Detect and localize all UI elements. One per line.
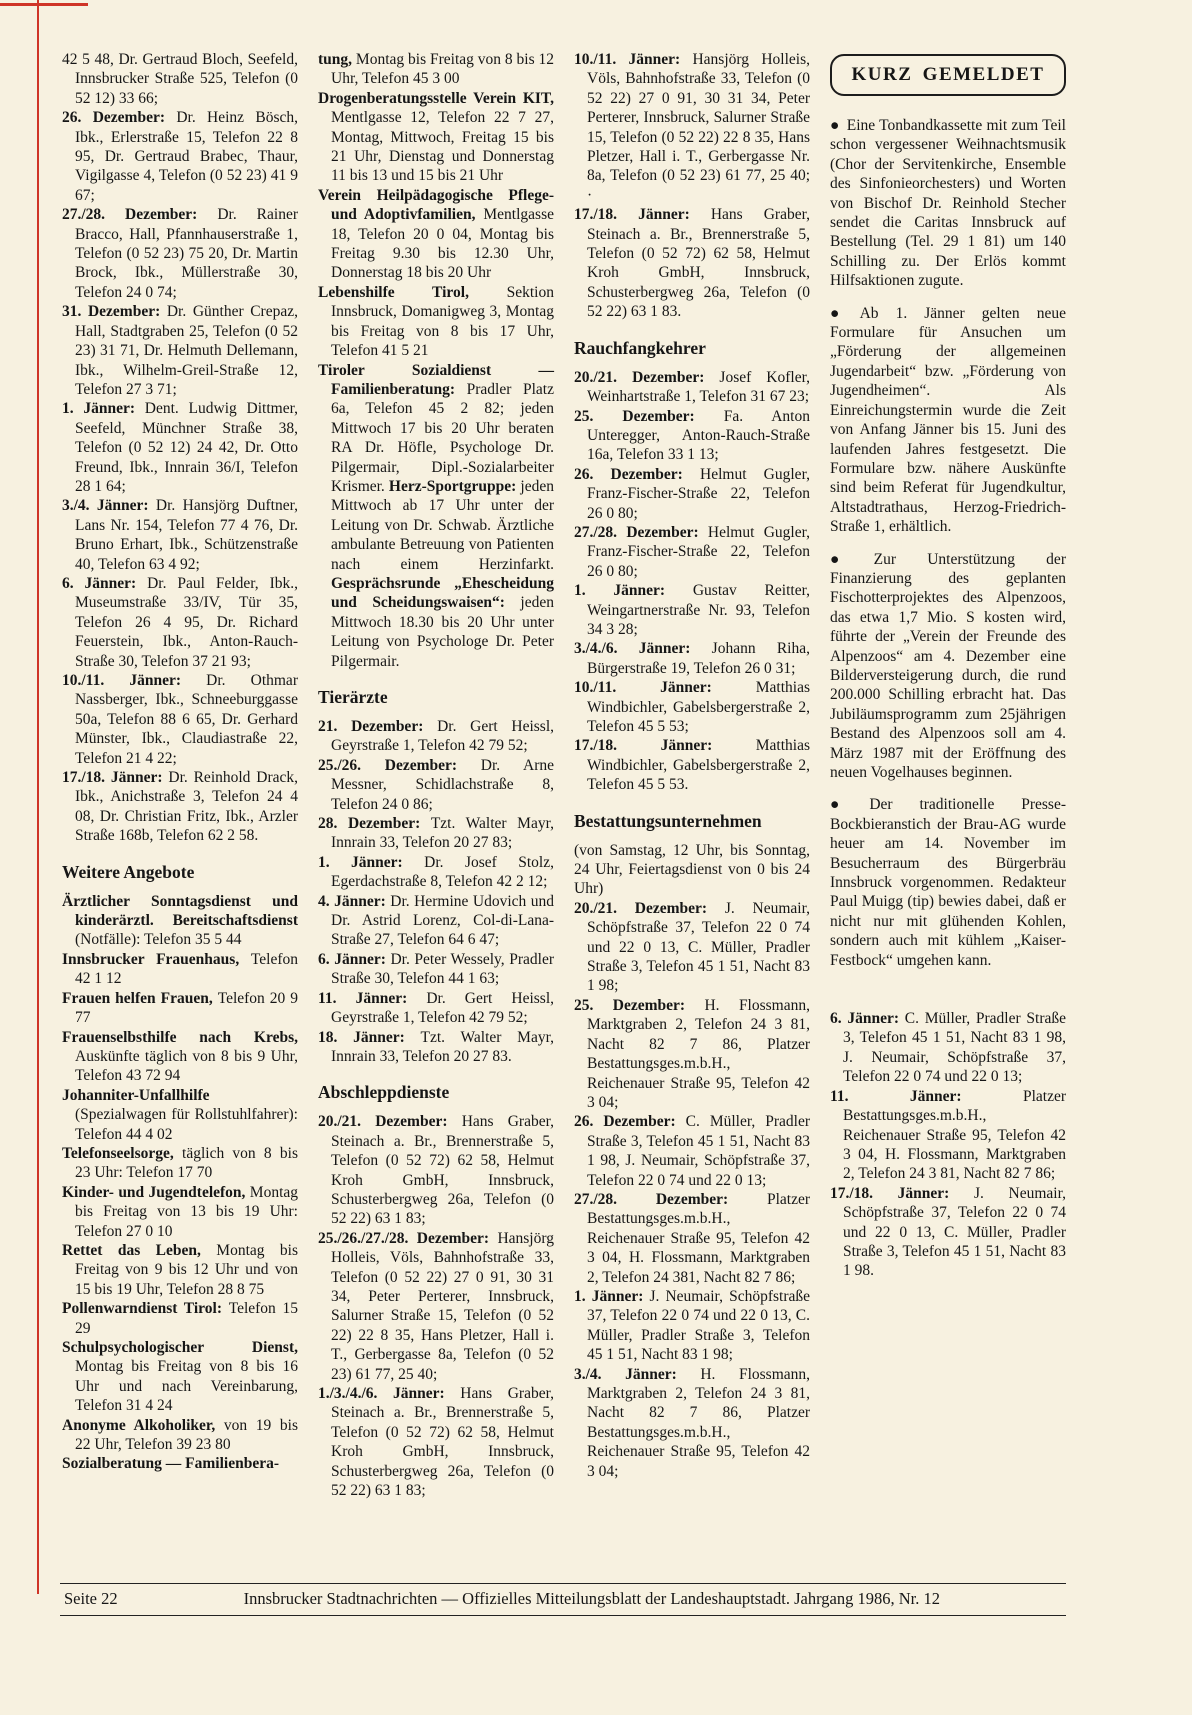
text-paragraph (318, 989, 554, 1028)
text-paragraph (318, 1229, 554, 1384)
text-paragraph (62, 768, 298, 846)
news-item (830, 550, 1066, 783)
text-paragraph (318, 1112, 554, 1228)
kurz-gemeldet-box: KURZ GEMELDET (830, 54, 1066, 96)
bold-text: Ärztlicher Sonntagsdienst und kinderärztl. Bereitschaftsdienst (62, 892, 298, 930)
body-text: Platzer Bestattungsges.m.b.H., Reichenauer Straße 95, Telefon 42 3 04, H. Flossmann, Marktgraben 2, Telefon 24 381, Nacht 82 7 86; (587, 1190, 810, 1286)
text-paragraph (574, 407, 810, 465)
text-paragraph (62, 671, 298, 768)
section-heading: Weitere Angebote (62, 861, 195, 882)
body-text: Hans Graber, Steinach a. Br., Brennerstraße 5, Telefon (0 52 72) 62 58, Helmut Kroh GmbH, Innsbruck, Schusterbergweg 26a, Telefon (0 52 22) 63 1 83; (331, 1385, 554, 1500)
text-paragraph (574, 996, 810, 1112)
page-footer (60, 1583, 1066, 1616)
text-paragraph (62, 989, 298, 1028)
body-text: Dr. Hansjörg Duftner, Lans Nr. 154, Telefon 77 4 76, Dr. Bruno Erhart, Ibk., Schützenstraße 40, Telefon 63 4 92; (75, 497, 298, 573)
section-heading: Rauchfangkehrer (574, 337, 706, 358)
body-text: Dr. Rainer Bracco, Hall, Pfannhauserstraße 1, Telefon (0 52 23) 75 20, Dr. Martin Brock, Ibk., Müllerstraße 30, Telefon 24 0 74; (75, 206, 298, 301)
text-paragraph (574, 465, 810, 523)
body-text: C. Müller, Pradler Straße 3, Telefon 45 1 51, Nacht 83 1 98, J. Neumair, Schöpfstraße 37, Telefon 22 0 74 und 22 0 13; (587, 1113, 810, 1189)
body-text: Dr. Paul Felder, Ibk., Museumstraße 33/IV, Tür 35, Telefon 26 4 95, Dr. Richard Feuerstein, Ibk., Anton-Rauch-Straße 30, Telefon 37 21 93; (75, 574, 298, 670)
body-text: 42 5 48, Dr. Gertraud Bloch, Seefeld, Innsbrucker Straße 525, Telefon (0 52 12) 33 66; (62, 51, 298, 107)
body-text: Telefon 42 1 12 (75, 950, 298, 988)
body-text: Tzt. Walter Mayr, Innrain 33, Telefon 20 27 83; (331, 815, 554, 852)
body-text: Der traditionelle Presse-Bockbieranstich der Brau-AG wurde heuer am 14. November im Besucherraum des Bürgerbräu Innsbruck vorgenommen. Redakteur Paul Muigg (tip) bewies dabei, daß er nicht nur mit glühenden Kohlen, sondern auch mit kühlem „Kaiser-Festbock“ umgehen kann. (830, 796, 1066, 969)
body-text: Platzer Bestattungsges.m.b.H., Reichenauer Straße 95, Telefon 42 3 04, H. Flossmann, Marktgraben 2, Telefon 24 3 81, Nacht 82 7 86; (843, 1087, 1066, 1183)
bold-text: 1. Jänner: (62, 400, 145, 418)
text-paragraph (830, 1184, 1066, 1281)
body-text: Dr. Heinz Bösch, Ibk., Erlerstraße 15, Telefon 22 8 95, Dr. Gertraud Brabec, Thaur, Vigilgasse 4, Telefon (0 52 23) 41 9 67; (75, 109, 298, 204)
body-text: Hansjörg Holleis, Völs, Bahnhofstraße 33, Telefon (0 52 22) 27 0 91, 30 31 34, Peter Perterer, Innsbruck, Salurner Straße 15, Telefon (0 52 22) 22 8 35, Hans Pletzer, Hall i. T., Gerbergasse 8a, Telefon (0 52 23) 61 77, 25 40; (331, 1229, 554, 1383)
bold-text: 20./21. Dezember: (318, 1113, 462, 1131)
body-text: Dr. Günther Crepaz, Hall, Stadtgraben 25, Telefon (0 52 23) 31 71, Dr. Helmuth Dellemann, Ibk., Wilhelm-Greil-Straße 12, Telefon 27 3 71; (75, 303, 298, 398)
bold-text: 17./18. Jänner: (830, 1184, 974, 1202)
bold-text: tung, (318, 51, 356, 68)
text-paragraph (318, 283, 554, 361)
text-paragraph (318, 1384, 554, 1500)
body-text: (Notfälle): Telefon 35 5 44 (75, 931, 242, 949)
text-paragraph (574, 368, 810, 407)
bold-text: Pollenwarndienst Tirol: (62, 1300, 229, 1318)
text-paragraph (62, 1416, 298, 1455)
bold-text: 6. Jänner: (830, 1010, 905, 1028)
column-3 (574, 50, 810, 1500)
body-text: Auskünfte täglich von 8 bis 9 Uhr, Telefon 43 72 94 (75, 1047, 298, 1085)
news-item (830, 795, 1066, 970)
body-text: Tzt. Walter Mayr, Innrain 33, Telefon 20 27 83. (331, 1028, 554, 1065)
body-text: Zur Unterstützung der Finanzierung des geplanten Fischotterprojektes des Alpenzoos, das etwa 1,7 Mio. S kosten wird, führte der „Verein der Freunde des Alpenzoos“ am 4. Dezember eine Bilderversteigerung durch, die rund 200.000 Schilling erbracht hat. Das Jubiläumsprogramm zum 25jährigen Bestand des Alpenzoos soll am 4. März 1987 mit der Eröffnung des neuen Vogelhauses beginnen. (830, 550, 1066, 781)
bullet-icon: ● (830, 550, 867, 568)
body-text: Telefon 20 9 77 (75, 989, 298, 1027)
body-text: Montag bis Freitag von 13 bis 19 Uhr: Telefon 27 0 10 (75, 1183, 298, 1240)
body-text: Pradler Platz 6a, Telefon 45 2 82; jeden Mittwoch 17 bis 20 Uhr beraten RA Dr. Höfle, Psychologe Dr. Pilgermair, Dipl.-Sozialarbeiter Krismer. (331, 380, 554, 495)
text-paragraph (318, 50, 554, 89)
text-paragraph (318, 1028, 554, 1067)
bold-text: Anonyme Alkoholiker, (62, 1416, 224, 1434)
bullet-icon: ● (830, 117, 840, 134)
text-paragraph (62, 1144, 298, 1183)
content-columns (62, 50, 1066, 1500)
body-text: J. Neumair, Schöpfstraße 37, Telefon 22 0 74 und 22 0 13, C. Müller, Pradler Straße 3, Telefon 45 1 51, Nacht 83 1 98; (587, 1287, 810, 1364)
bold-text: 17./18. Jänner: (574, 206, 711, 224)
bold-text: 28. Dezember: (318, 815, 431, 833)
body-text: Mentlgasse 12, Telefon 22 7 27, Montag, Mittwoch, Freitag 15 bis 21 Uhr, Dienstag und Donnerstag 11 bis 13 und 15 bis 21 Uhr (331, 109, 554, 185)
bold-text: 26. Dezember: (62, 109, 177, 127)
text-paragraph (318, 361, 554, 672)
body-text: Gustav Reitter, Weingartnerstraße Nr. 93, Telefon 34 3 28; (587, 582, 810, 638)
bold-text: 26. Dezember: (574, 1113, 686, 1131)
text-paragraph (62, 1454, 298, 1473)
body-text: (Spezialwagen für Rollstuhlfahrer): Telefon 44 4 02 (75, 1106, 298, 1143)
text-paragraph (62, 50, 298, 108)
bold-text: 25. Dezember: (574, 996, 705, 1014)
bold-text: Tiroler Sozialdienst — Familienberatung: (318, 361, 554, 398)
body-text: Hans Graber, Steinach a. Br., Brennerstraße 5, Telefon (0 52 72) 62 58, Helmut Kroh GmbH, Innsbruck, Schusterbergweg 26a, Telefon (0 52 22) 63 1 83. (587, 206, 810, 321)
bold-text: Johanniter-Unfallhilfe (62, 1086, 210, 1104)
red-top-rule (0, 3, 88, 6)
body-text: jeden Mittwoch ab 17 Uhr unter der Leitung von Dr. Schwab. Ärztliche ambulante Betreuung von Patienten nach einem Herzinfarkt. (331, 477, 554, 573)
text-paragraph (318, 89, 554, 186)
text-paragraph (574, 581, 810, 639)
bold-text: Lebenshilfe Tirol, (318, 283, 507, 301)
text-paragraph (318, 950, 554, 989)
text-paragraph (574, 841, 810, 899)
body-text: jeden Mittwoch 18.30 bis 20 Uhr unter Leitung von Psychologe Dr. Peter Pilgermair. (331, 594, 554, 670)
red-left-rule (37, 0, 39, 1594)
text-paragraph (62, 950, 298, 989)
body-text: Josef Kofler, Weinhartstraße 1, Telefon 31 67 23; (587, 368, 810, 406)
text-paragraph (62, 108, 298, 205)
text-paragraph (318, 717, 554, 756)
text-paragraph (318, 756, 554, 814)
bold-text: Schulpsychologischer Dienst, (62, 1339, 298, 1356)
footer-title: Innsbrucker Stadtnachrichten — Offizielles Mitteilungsblatt der Landeshauptstadt. Jahrgang 1986, Nr. 12 (243, 1589, 940, 1608)
body-text: H. Flossmann, Marktgraben 2, Telefon 24 3 81, Nacht 82 7 86, Platzer Bestattungsges.m.b.H., Reichenauer Straße 95, Telefon 42 3 04; (587, 996, 810, 1111)
bold-text: 18. Jänner: (318, 1028, 421, 1046)
body-text: Dr. Gert Heissl, Geyrstraße 1, Telefon 42 79 52; (331, 718, 554, 755)
text-paragraph (62, 1028, 298, 1086)
text-paragraph (574, 736, 810, 794)
text-paragraph (62, 302, 298, 399)
section-heading: Tierärzte (318, 687, 388, 707)
bold-text: 17./18. Jänner: (62, 769, 169, 787)
bold-text: Gesprächsrunde „Ehescheidung und Scheidungswaisen“: (331, 574, 554, 612)
body-text: J. Neumair, Schöpfstraße 37, Telefon 22 0 74 und 22 0 13, C. Müller, Pradler Straße 3, Telefon 45 1 51, Nacht 83 1 98; (587, 899, 811, 995)
body-text: Dr. Josef Stolz, Egerdachstraße 8, Telefon 42 2 12; (331, 853, 554, 891)
column-4 (830, 50, 1066, 1500)
column-1 (62, 50, 298, 1500)
body-text: Helmut Gugler, Franz-Fischer-Straße 22, Telefon 26 0 80; (587, 465, 810, 522)
spacer (830, 983, 1066, 1009)
bold-text: 31. Dezember: (62, 303, 167, 321)
body-text: Dr. Hermine Udovich und Dr. Astrid Lorenz, Col-di-Lana-Straße 27, Telefon 64 6 47; (331, 892, 554, 949)
bold-text: Rettet das Leben, (62, 1241, 217, 1259)
text-paragraph (318, 186, 554, 283)
bold-text: 1. Jänner: (318, 853, 425, 871)
news-item (830, 116, 1066, 291)
text-paragraph (318, 892, 554, 950)
body-text: Dr. Arne Messner, Schidlachstraße 8, Telefon 24 0 86; (331, 756, 554, 813)
body-text: Sektion Innsbruck, Domanigweg 3, Montag bis Freitag von 8 bis 17 Uhr, Telefon 41 5 21 (331, 283, 554, 360)
body-text: Helmut Gugler, Franz-Fischer-Straße 22, Telefon 26 0 80; (587, 523, 810, 580)
body-text: Montag bis Freitag von 8 bis 16 Uhr und nach Vereinbarung, Telefon 31 4 24 (75, 1358, 298, 1415)
page-number: Seite 22 (64, 1589, 118, 1608)
body-text: H. Flossmann, Marktgraben 2, Telefon 24 3 81, Nacht 82 7 86, Platzer Bestattungsges.m.b.H., Reichenauer Straße 95, Telefon 42 3 04; (587, 1365, 811, 1480)
body-text: Mentlgasse 18, Telefon 20 0 04, Montag bis Freitag 9.30 bis 12.30 Uhr, Donnerstag 18 bis 20 Uhr (331, 206, 554, 282)
bullet-icon: ● (830, 304, 853, 322)
body-text: Matthias Windbichler, Gabelsbergerstraße 2, Telefon 45 5 53. (587, 737, 810, 794)
bold-text: 21. Dezember: (318, 718, 438, 735)
bold-text: Frauen helfen Frauen, (62, 989, 218, 1007)
text-paragraph (318, 853, 554, 892)
text-paragraph (574, 523, 810, 581)
bold-text: 1. Jänner: (574, 582, 693, 600)
bold-text: 11. Jänner: (830, 1087, 1023, 1105)
text-paragraph (574, 1112, 810, 1190)
text-paragraph (62, 1299, 298, 1338)
bold-text: 26. Dezember: (574, 465, 701, 483)
bold-text: 6. Jänner: (62, 574, 148, 592)
text-paragraph (574, 205, 810, 321)
section-heading: Bestattungsunternehmen (574, 810, 762, 831)
text-paragraph (62, 399, 298, 496)
bold-text: 6. Jänner: (318, 950, 391, 968)
bold-text: 10./11. Jänner: (574, 51, 693, 68)
bold-text: 1./3./4./6. Jänner: (318, 1385, 461, 1402)
text-paragraph (318, 814, 554, 853)
text-paragraph (62, 205, 298, 302)
bold-text: 27./28. Dezember: (574, 523, 708, 541)
text-paragraph (62, 1241, 298, 1299)
body-text: Dr. Othmar Nassberger, Ibk., Schneeburggasse 50a, Telefon 88 6 65, Dr. Gerhard Münster, Ibk., Claudiastraße 22, Telefon 21 4 22; (75, 672, 298, 767)
body-text: Montag bis Freitag von 9 bis 12 Uhr und von 15 bis 19 Uhr, Telefon 28 8 75 (75, 1241, 298, 1298)
bold-text: 17./18. Jänner: (574, 737, 756, 755)
body-text: Dent. Ludwig Dittmer, Seefeld, Münchner Straße 38, Telefon (0 52 12) 24 42, Dr. Otto Freund, Ibk., Innrain 36/I, Telefon 28 1 64; (75, 400, 298, 495)
bold-text: 27./28. Dezember: (62, 206, 218, 224)
bold-text: 11. Jänner: (318, 989, 427, 1007)
news-item (830, 304, 1066, 537)
body-text: Eine Tonbandkassette mit zum Teil schon vergessener Weihnachtsmusik (Chor der Servitenkirche, Ensemble des Sinfonieorchesters) und Worten von Bischof Dr. Reinhold Stecher sendet die Caritas Innsbruck auf Bestellung (Tel. 29 1 81) um 140 Schilling zu. Der Erlös kommt Hilfsaktionen zugute. (830, 117, 1066, 290)
bold-text: 20./21. Dezember: (574, 899, 725, 917)
text-paragraph (62, 1338, 298, 1416)
text-paragraph (574, 678, 810, 736)
body-text: Dr. Gert Heissl, Geyrstraße 1, Telefon 42 79 52; (331, 989, 555, 1027)
body-text: (von Samstag, 12 Uhr, bis Sonntag, 24 Uhr, Feiertagsdienst von 0 bis 24 Uhr) (574, 841, 810, 898)
body-text: Hans Graber, Steinach a. Br., Brennerstraße 5, Telefon (0 52 72) 62 58, Helmut Kroh GmbH, Innsbruck, Schusterbergweg 26a, Telefon (0 52 22) 63 1 83; (331, 1113, 554, 1228)
body-text: Fa. Anton Unteregger, Anton-Rauch-Straße 16a, Telefon 33 1 13; (587, 407, 810, 464)
body-text: Dr. Reinhold Drack, Ibk., Anichstraße 3, Telefon 24 4 08, Dr. Christian Fritz, Ibk., Arzler Straße 168b, Telefon 62 2 58. (75, 769, 298, 845)
bold-text: Drogenberatungsstelle Verein KIT, (318, 89, 554, 107)
bold-text: Herz-Sportgruppe: (388, 477, 521, 495)
text-paragraph (62, 892, 298, 950)
text-paragraph (830, 1087, 1066, 1184)
text-paragraph (574, 639, 810, 678)
bold-text: 3./4. Jänner: (574, 1365, 701, 1383)
text-paragraph (62, 1086, 298, 1144)
bold-text: 1. Jänner: (574, 1287, 650, 1305)
bold-text: 4. Jänner: (318, 892, 391, 910)
bold-text: Kinder- und Jugendtelefon, (62, 1183, 250, 1201)
text-paragraph (574, 899, 810, 996)
bold-text: Telefonseelsorge, (62, 1144, 183, 1162)
bold-text: 25. Dezember: (574, 407, 724, 425)
bold-text: 10./11. Jänner: (62, 672, 207, 689)
body-text: Hansjörg Holleis, Völs, Bahnhofstraße 33, Telefon (0 52 22) 27 0 91, 30 31 34, Peter Perterer, Innsbruck, Salurner Straße 15, Telefon (0 52 22) 22 8 35, Hans Pletzer, Hall i. T., Gerbergasse Nr. 8a, Telefon (0 52 23) 61 77, 25 40; · (587, 51, 810, 204)
column-2 (318, 50, 554, 1500)
text-paragraph (574, 50, 810, 205)
body-text: Dr. Peter Wessely, Pradler Straße 30, Telefon 44 1 63; (331, 950, 554, 988)
text-paragraph (62, 1183, 298, 1241)
section-heading: Abschleppdienste (318, 1082, 450, 1103)
bold-text: Verein Heilpädagogische Pflege- und Adoptivfamilien, (318, 186, 554, 224)
bold-text: Innsbrucker Frauenhaus, (62, 950, 251, 968)
text-paragraph (62, 574, 298, 671)
body-text: von 19 bis 22 Uhr, Telefon 39 23 80 (75, 1416, 298, 1454)
text-paragraph (574, 1365, 810, 1481)
bold-text: Sozialberatung — Familienbera- (62, 1455, 279, 1473)
bold-text: 25./26. Dezember: (318, 756, 481, 774)
bold-text: 25./26./27./28. Dezember: (318, 1229, 498, 1247)
body-text: Montag bis Freitag von 8 bis 12 Uhr, Telefon 45 3 00 (331, 51, 554, 88)
bullet-icon: ● (830, 796, 863, 814)
text-paragraph (574, 1287, 810, 1365)
bold-text: Frauenselbsthilfe nach Krebs, (62, 1028, 298, 1046)
body-text: Matthias Windbichler, Gabelsbergerstraße 2, Telefon 45 5 53; (587, 679, 810, 735)
text-paragraph (574, 1190, 810, 1287)
body-text: C. Müller, Pradler Straße 3, Telefon 45 1 51, Nacht 83 1 98, J. Neumair, Schöpfstraße 37, Telefon 22 0 74 und 22 0 13; (843, 1010, 1066, 1086)
bold-text: 27./28. Dezember: (574, 1190, 767, 1208)
body-text: Johann Riha, Bürgerstraße 19, Telefon 26 0 31; (587, 640, 810, 677)
body-text: Telefon 15 29 (75, 1300, 298, 1337)
body-text: täglich von 8 bis 23 Uhr: Telefon 17 70 (75, 1144, 298, 1182)
text-paragraph (830, 1009, 1066, 1087)
bold-text: 10./11. Jänner: (574, 679, 756, 697)
text-paragraph (62, 496, 298, 574)
bold-text: 3./4. Jänner: (62, 497, 156, 515)
bold-text: 3./4./6. Jänner: (574, 640, 712, 658)
bold-text: 20./21. Dezember: (574, 368, 720, 386)
body-text: J. Neumair, Schöpfstraße 37, Telefon 22 0 74 und 22 0 13, C. Müller, Pradler Straße 3, Telefon 45 1 51, Nacht 83 1 98. (843, 1184, 1067, 1280)
body-text: Ab 1. Jänner gelten neue Formulare für Ansuchen um „Förderung der allgemeinen Jugendarbeit“ bzw. „Förderung von Jugendheimen“. Als Einreichungstermin wurde die Zeit von Anfang Jänner bis 15. Juni des laufenden Jahres festgesetzt. Die Formulare bzw. nähere Auskünfte sind beim Referat für Jugendkultur, Altstadtrathaus, Herzog-Friedrich-Straße 1, erhältlich. (830, 304, 1066, 536)
